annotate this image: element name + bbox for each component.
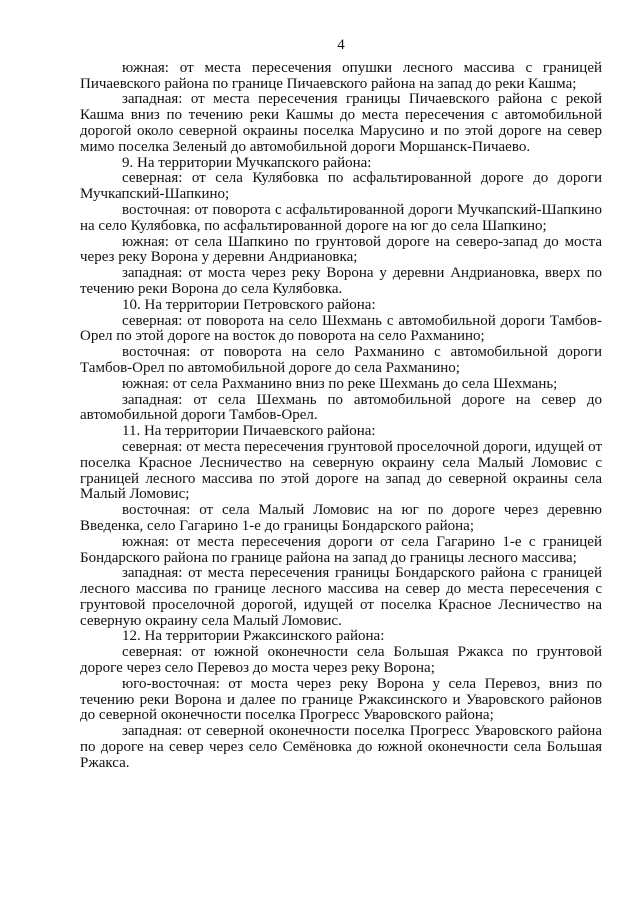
paragraph: южная: от места пересечения дороги от села Гагарино 1-е с границей Бондарского района по границе района на запад до границы лесного массива; bbox=[80, 533, 602, 566]
paragraph: западная: от села Шехмань по автомобильной дороге на север до автомобильной дороги Тамбов-Орел. bbox=[80, 391, 602, 424]
paragraph: северная: от южной оконечности села Большая Ржакса по грунтовой дороге через село Перевоз до моста через реку Ворона; bbox=[80, 644, 602, 677]
paragraph: южная: от села Шапкино по грунтовой дороге на северо-запад до моста через реку Ворона у деревни Андриановка; bbox=[80, 233, 602, 266]
section-heading: 10. На территории Петровского района: bbox=[122, 296, 376, 313]
paragraph: южная: от места пересечения опушки лесного массива с границей Пичаевского района по границе Пичаевского района на запад до реки Кашма; bbox=[80, 59, 602, 92]
paragraph: западная: от места пересечения границы Пичаевского района с рекой Кашма вниз по течению реки Кашмы до места пересечения с автомобильной дорогой около северной окраины поселка Марусино и по этой дороге на север мимо поселка Зеленый до автомобильной дороги Моршанск-Пичаево. bbox=[80, 91, 602, 155]
document-page bbox=[80, 38, 602, 772]
paragraph: западная: от моста через реку Ворона у деревни Андриановка, вверх по течению реки Ворона до села Кулябовка. bbox=[80, 265, 602, 297]
page-number: 4 bbox=[337, 37, 345, 53]
paragraph: северная: от поворота на село Шехмань с автомобильной дороги Тамбов-Орел по этой дороге на восток до поворота на село Рахманино; bbox=[80, 312, 602, 345]
paragraph: восточная: от села Малый Ломовис на юг по дороге через деревню Введенка, село Гагарино 1-е до границы Бондарского района; bbox=[80, 502, 602, 534]
paragraph: южная: от села Рахманино вниз по реке Шехмань до села Шехмань; bbox=[122, 375, 558, 392]
paragraph: юго-восточная: от моста через реку Ворона у села Перевоз, вниз по течению реки Ворона и далее по границе Ржаксинского и Уваровского районов до северной оконечности поселка Прогресс Уваровского района; bbox=[80, 675, 602, 724]
paragraph: северная: от места пересечения грунтовой проселочной дороги, идущей от поселка Красное Лесничество на северную окраину села Малый Ломовис с границей лесного массива по этой дороге на запад до северной окраины села Малый Ломовис; bbox=[80, 438, 602, 503]
section-heading: 11. На территории Пичаевского района: bbox=[122, 423, 376, 440]
paragraph: восточная: от поворота с асфальтированной дороги Мучкапский-Шапкино на село Кулябовка, по асфальтированной дороге на юг до села Шапкино; bbox=[80, 201, 602, 234]
paragraph: западная: от места пересечения границы Бондарского района с границей лесного массива по границе лесного массива на север до места пересечения с грунтовой проселочной дорогой, идущей от поселка Красное Лесничество на северную окраину села Малый Ломовис. bbox=[80, 565, 602, 629]
paragraph: западная: от северной оконечности поселка Прогресс Уваровского района по дороге на север через село Семёновка до южной оконечности села Большая Ржакса. bbox=[80, 723, 602, 771]
paragraph: северная: от села Кулябовка по асфальтированной дороге до дороги Мучкапский-Шапкино; bbox=[80, 170, 602, 203]
paragraph: восточная: от поворота на село Рахманино с автомобильной дороги Тамбов-Орел по автомобильной дороге до села Рахманино; bbox=[80, 344, 602, 376]
section-heading: 12. На территории Ржаксинского района: bbox=[122, 628, 385, 645]
section-heading: 9. На территории Мучкапского района: bbox=[122, 154, 372, 171]
